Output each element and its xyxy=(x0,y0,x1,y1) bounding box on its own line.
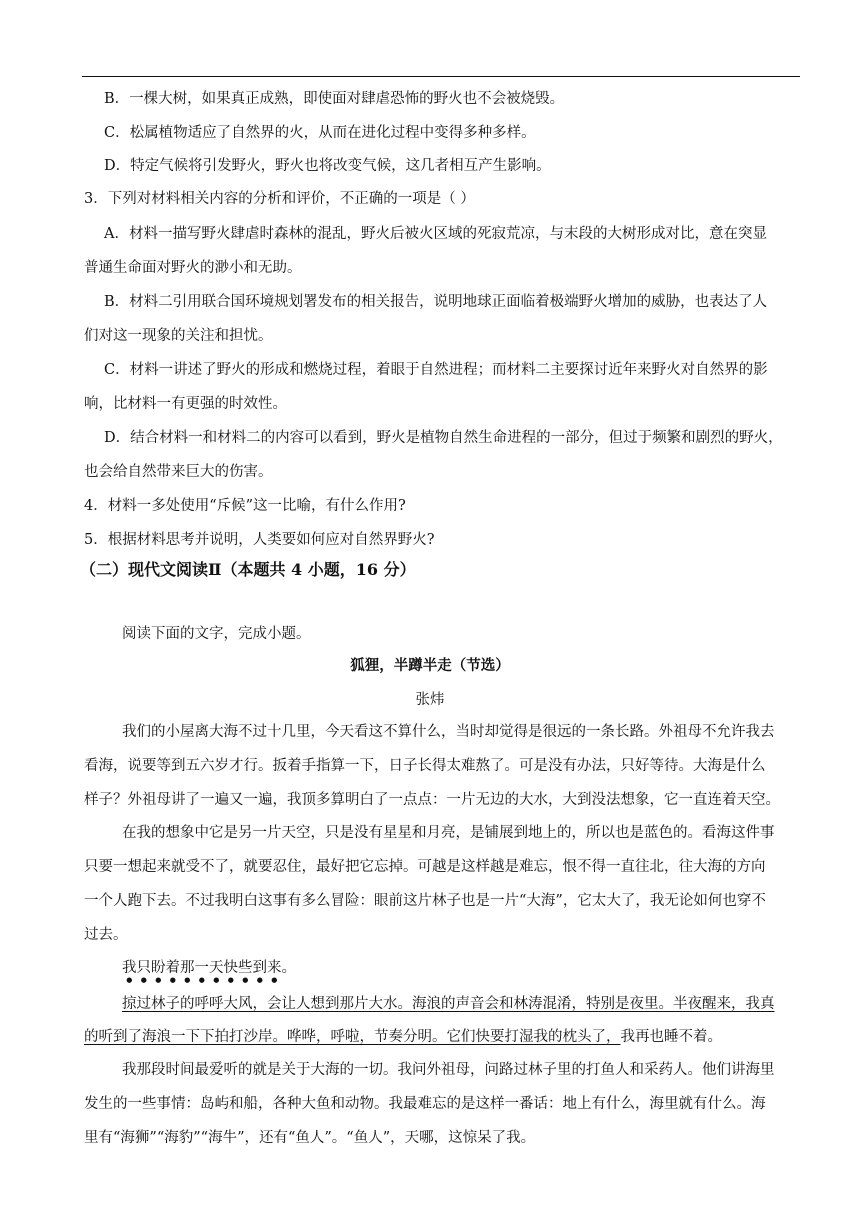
paragraph-1-line2: 看海，说要等到五六岁才行。扳着手指算一下，日子长得太难熬了。可是没有办法，只好等待。大海是什么 xyxy=(84,758,766,774)
paragraph-4-line2-tail: 我再也睡不着。 xyxy=(620,1029,722,1045)
paragraph-2-line4: 过去。 xyxy=(84,927,128,943)
option-3d-line1: D．结合材料一和材料二的内容可以看到，野火是植物自然生命进程的一部分，但过于频繁和剧烈的野火， xyxy=(104,430,783,446)
paragraph-2-line1: 在我的想象中它是另一片天空，只是没有星星和月亮，是铺展到地上的，所以也是蓝色的。看海这件事 xyxy=(122,825,775,841)
option-3b-line1: B．材料二引用联合国环境规划署发布的相关报告，说明地球正面临着极端野火增加的威胁，也表达了人 xyxy=(104,294,768,310)
paragraph-1-line3: 样子？外祖母讲了一遍又一遍，我顶多算明白了一点点：一片无边的大水，大到没法想象，它一直连着天空。 xyxy=(84,792,780,808)
paragraph-4-line2-underlined: 的听到了海浪一下下拍打沙岸。哗哗，呼啦，节奏分明。它们快要打湿我的枕头了， xyxy=(84,1029,621,1045)
option-2c: C．松属植物适应了自然界的火，从而在进化过程中变得多种多样。 xyxy=(104,125,536,141)
passage-author: 张炜 xyxy=(415,692,445,708)
reading-instruction: 阅读下面的文字，完成小题。 xyxy=(122,626,311,642)
paragraph-5-line3: 里有“海狮”“海豹”“海牛”，还有“鱼人”。“鱼人”，天哪，这惊呆了我。 xyxy=(84,1130,536,1146)
paragraph-3-emphasized: 我只盼着那一天快些到来。 xyxy=(122,960,296,976)
question-4: 4．材料一多处使用“斥候”这一比喻，有什么作用? xyxy=(84,498,406,514)
paragraph-5-line2: 发生的一些事情：岛屿和船，各种大鱼和动物。我最难忘的是这样一番话：地上有什么，海里就有什么。海 xyxy=(84,1096,766,1112)
option-2b: B．一棵大树，如果真正成熟，即使面对肆虐恐怖的野火也不会被烧毁。 xyxy=(104,91,565,107)
option-3c-line1: C．材料一讲述了野火的形成和燃烧过程，着眼于自然进程；而材料二主要探讨近年来野火对自然界的影 xyxy=(104,362,768,378)
question-5: 5．根据材料思考并说明，人类要如何应对自然界野火? xyxy=(84,532,435,548)
option-3b-line2: 们对这一现象的关注和担忧。 xyxy=(84,328,273,344)
section-heading: （二）现代文阅读Ⅱ（本题共 4 小题，16 分） xyxy=(80,560,416,579)
paragraph-2-line3: 一个人跑下去。不过我明白这事有多么冒险：眼前这片林子也是一片“大海”，它太大了，我无论如何也穿不 xyxy=(84,893,766,909)
paragraph-4-line2 xyxy=(84,1027,722,1047)
option-3a-line2: 普通生命面对野火的渺小和无助。 xyxy=(84,260,302,276)
passage-title: 狐狸，半蹲半走（节选） xyxy=(350,657,510,674)
option-2d: D．特定气候将引发野火，野火也将改变气候，这几者相互产生影响。 xyxy=(104,158,551,174)
header-rule xyxy=(82,76,800,77)
question-3-stem: 3．下列对材料相关内容的分析和评价，不正确的一项是（ ） xyxy=(84,191,475,207)
option-3d-line2: 也会给自然带来巨大的伤害。 xyxy=(84,464,273,480)
paragraph-5-line1: 我那段时间最爱听的就是关于大海的一切。我问外祖母，问路过林子里的打鱼人和采药人。他们讲海里 xyxy=(122,1062,775,1078)
option-3a-line1: A．材料一描写野火肆虐时森林的混乱，野火后被火区域的死寂荒凉，与末段的大树形成对比，意在突显 xyxy=(104,226,767,242)
paragraph-2-line2: 只要一想起来就受不了，就要忍住，最好把它忘掉。可越是这样越是难忘，恨不得一直往北，往大海的方向 xyxy=(84,859,766,875)
paragraph-4-line1-underlined: 掠过林子的呼呼大风，会让人想到那片大水。海浪的声音会和林涛混淆，特别是夜里。半夜醒来，我真 xyxy=(122,996,775,1012)
option-3c-line2: 响，比材料一有更强的时效性。 xyxy=(84,396,287,412)
paragraph-1-line1: 我们的小屋离大海不过十几里，今天看这不算什么，当时却觉得是很远的一条长路。外祖母不允许我去 xyxy=(122,724,775,740)
